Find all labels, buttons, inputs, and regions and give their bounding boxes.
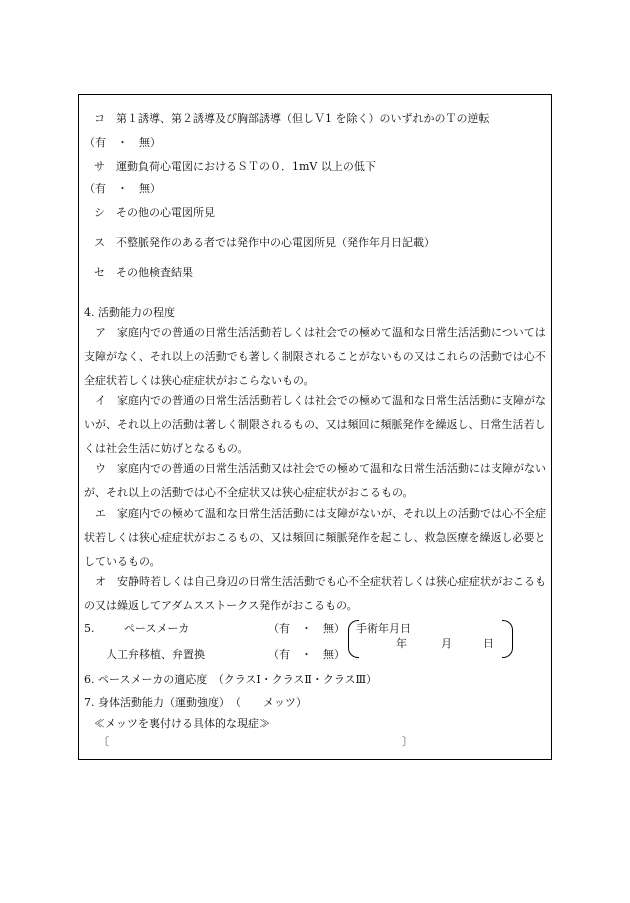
activity-level-o: オ 安静時若しくは自己身辺の日常生活活動でも心不全症状若しくは狭心症症状がおこるもの又は繰返してアダムスストークス発作がおこるもの。 bbox=[84, 575, 546, 612]
pacemaker-fitness-line: 6. ペースメーカの適応度 （クラスⅠ・クラスⅡ・クラスⅢ） bbox=[84, 673, 378, 686]
item-ko: コ 第１誘導、第２誘導及び胸部誘導（但しＶ1 を除く）のいずれかのＴの逆転 bbox=[94, 112, 490, 125]
valve-choice[interactable]: （有 ・ 無） bbox=[268, 648, 345, 661]
pacemaker-choice[interactable]: （有 ・ 無） bbox=[268, 622, 345, 635]
item-shi: シ その他の心電図所見 bbox=[94, 206, 215, 219]
surgery-year-unit[interactable]: 年 bbox=[396, 637, 407, 650]
valve-label: 人工弁移植、弁置換 bbox=[106, 648, 205, 661]
item-sa: サ 運動負荷心電図におけるＳＴの０．1mV 以上の低下 bbox=[94, 160, 376, 173]
activity-level-e: エ 家庭内での極めて温和な日常生活活動には支障がないが、それ以上の活動では心不全症状若しくは狭心症症状がおこるもの、又は頻回に頻脈発作を起こし、救急医療を繰返し必要としているもの。 bbox=[84, 507, 546, 568]
surgery-date-right-bracket bbox=[502, 620, 513, 658]
surgery-day-unit[interactable]: 日 bbox=[483, 637, 494, 650]
item-se: セ その他検査結果 bbox=[94, 266, 193, 279]
mets-basis-heading: ≪メッツを裏付ける具体的な現症≫ bbox=[94, 717, 270, 730]
surgery-date-label: 手術年月日 bbox=[356, 622, 411, 635]
mets-basis-close-bracket: 〕 bbox=[402, 735, 413, 748]
activity-level-a: ア 家庭内での普通の日常生活活動若しくは社会での極めて温和な日常生活活動については支障がなく、それ以上の活動でも著しく制限されることがないもの又はこれらの活動では心不全症状若しくは狭心症症状がおこらないもの。 bbox=[84, 326, 546, 387]
pacemaker-label: ペースメーカ bbox=[124, 622, 190, 635]
mets-basis-open-bracket: 〔 bbox=[98, 735, 109, 748]
physical-activity-line: 7. 身体活動能力（運動強度） （ メッツ） bbox=[84, 696, 307, 709]
item-sa-choice[interactable]: （有 ・ 無） bbox=[84, 182, 161, 195]
activity-level-u: ウ 家庭内での普通の日常生活活動又は社会での極めて温和な日常生活活動には支障がないが、それ以上の活動では心不全症状又は狭心症症状がおこるもの。 bbox=[84, 462, 546, 499]
item-ko-choice[interactable]: （有 ・ 無） bbox=[84, 136, 161, 149]
activity-level-i: イ 家庭内での普通の日常生活活動若しくは社会での極めて温和な日常生活活動に支障がないが、それ以上の活動は著しく制限されるもの、又は頻回に頻脈発作を繰返し、日常生活若しくは社会生活に妨げとなるもの。 bbox=[84, 394, 546, 455]
section5-number: 5. bbox=[84, 622, 95, 635]
surgery-month-unit[interactable]: 月 bbox=[441, 637, 452, 650]
item-su: ス 不整脈発作のある者では発作中の心電図所見（発作年月日記載） bbox=[94, 236, 435, 249]
section4-heading: 4. 活動能力の程度 bbox=[84, 306, 175, 319]
